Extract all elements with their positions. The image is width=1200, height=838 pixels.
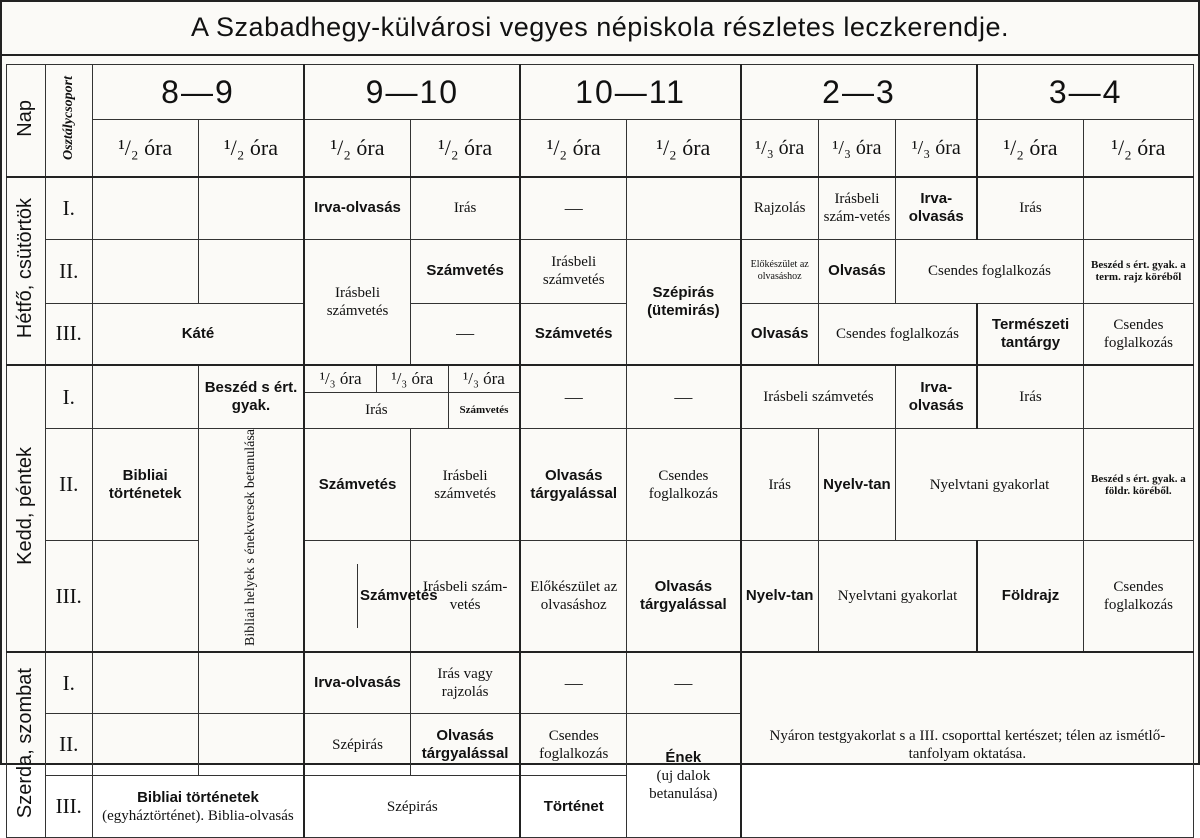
group-label: III. (45, 303, 92, 365)
cell-dash: — (520, 652, 626, 714)
bibliai-egyhaz-sub: (egyháztörténet). Biblia-olvasás (102, 807, 294, 824)
schedule-table (6, 64, 1194, 838)
half-hour-label: ¹/₂ óra (198, 120, 304, 178)
group-label: II. (45, 429, 92, 541)
cell-irva-olvasas: Irva-olvasás (304, 652, 410, 714)
third-hour-label: ¹/₃ óra (377, 366, 448, 392)
empty-cell (92, 541, 198, 652)
empty-cell (1083, 177, 1193, 239)
cell-szamvetes: Számvetés (410, 239, 520, 303)
day-label-tuesday-friday: Kedd, péntek (14, 447, 37, 565)
hour-3-4: 3—4 (977, 65, 1193, 120)
cell-olvasas-targyalassal: Olvasás tárgyalással (410, 714, 520, 776)
cell-bibliai-helyek (198, 429, 304, 652)
cell-irasbeli-szamvetes: Irásbeli számvetés (741, 365, 896, 429)
cell-irasbeli-szamvetes: Irásbeli szám-vetés (410, 541, 520, 652)
empty-cell (1083, 365, 1193, 429)
cell-thirds-block (304, 365, 520, 429)
empty-cell (92, 652, 198, 714)
cell-dash: — (520, 365, 626, 429)
cell-foldrajz: Földrajz (977, 541, 1083, 652)
cell-iras: Irás (741, 429, 819, 541)
half-hour-label: ¹/₂ óra (92, 120, 198, 178)
bibliai-egyhaz-title: Bibliai történetek (137, 788, 259, 806)
half-hour-label: ¹/₂ óra (410, 120, 520, 178)
day-label-cell (7, 652, 46, 838)
cell-csendes-foglalkozas: Csendes foglalkozás (1083, 303, 1193, 365)
group-label: II. (45, 239, 92, 303)
cell-nyelvtan: Nyelv-tan (741, 541, 819, 652)
empty-cell (198, 239, 304, 303)
cell-beszed-ert-gyak: Beszéd s ért. gyak. (198, 365, 304, 429)
half-hour-label: ¹/₂ óra (1083, 120, 1193, 178)
group-label: I. (45, 652, 92, 714)
empty-cell (92, 365, 198, 429)
hour-2-3: 2—3 (741, 65, 978, 120)
cell-csendes-foglalkozas: Csendes foglalkozás (520, 714, 626, 776)
cell-nyelvtani-gyakorlat: Nyelvtani gyakorlat (818, 541, 977, 652)
cell-olvasas-targyalassal: Olvasás tárgyalással (626, 541, 740, 652)
group-label: III. (45, 541, 92, 652)
third-hour-label: ¹/₃ óra (305, 366, 376, 392)
group-label: II. (45, 714, 92, 776)
enek-sub: (uj dalok betanulása) (649, 767, 718, 802)
cell-csendes-foglalkozas: Csendes foglalkozás (626, 429, 740, 541)
cell-elokeszulet: Előkészület az olvasáshoz (741, 239, 819, 303)
group-header: Osztálycsoport (60, 76, 76, 160)
bibliai-helyek-text: Bibliai helyek s énekversek betanulása (243, 429, 259, 646)
day-label-wednesday-saturday: Szerda, szombat (14, 667, 37, 818)
day-label-monday-thursday: Hétfő, csütörtök (14, 198, 37, 339)
cell-szepiras: Szépirás (304, 714, 410, 776)
cell-beszed-term: Beszéd s ért. gyak. a term. rajz köréből (1083, 239, 1193, 303)
cell-iras: Irás (977, 177, 1083, 239)
cell-tortenet: Történet (520, 776, 626, 838)
cell-irasbeli-szamvetes: Irásbeli szám-vetés (818, 177, 896, 239)
cell-irasbeli-szamvetes: Irásbeli számvetés (520, 239, 626, 303)
day-header: Nap (14, 99, 37, 137)
cell-olvasas: Olvasás (818, 239, 896, 303)
half-hour-label: ¹/₂ óra (626, 120, 740, 178)
day-label-cell (7, 177, 46, 365)
cell-nyaron: Nyáron testgyakorlat s a III. csoporttal kertészet; télen az ismétlő-tanfolyam oktatása. (741, 652, 1194, 838)
hour-8-9: 8—9 (92, 65, 304, 120)
cell-szepiras: Szépirás (304, 776, 520, 838)
cell-csendes-foglalkozas: Csendes foglalkozás (818, 303, 977, 365)
empty-cell (626, 177, 740, 239)
empty-cell (92, 714, 198, 776)
third-hour-label: ¹/₃ óra (741, 120, 819, 178)
third-hour-label: ¹/₃ óra (448, 366, 519, 392)
group-label: I. (45, 177, 92, 239)
cell-szepiras-utemiras: Szépirás (ütemirás) (626, 239, 740, 365)
cell-rajzolas: Rajzolás (741, 177, 819, 239)
half-hour-label: ¹/₂ óra (520, 120, 626, 178)
third-hour-label: ¹/₃ óra (818, 120, 896, 178)
split-inner-table (305, 564, 438, 628)
cell-irva-olvasas: Irva-olvasás (896, 177, 978, 239)
group-label: I. (45, 365, 92, 429)
day-label-cell (7, 365, 46, 652)
cell-szamvetes: Számvetés (520, 303, 626, 365)
day-header-cell (7, 65, 46, 178)
cell-olvasas-targyalassal: Olvasás tárgyalással (520, 429, 626, 541)
cell-szamvetes-split (304, 541, 438, 652)
cell-nyelvtani-gyakorlat: Nyelvtani gyakorlat (896, 429, 1084, 541)
thirds-inner-table (305, 366, 519, 428)
cell-kate: Káté (92, 303, 304, 365)
third-hour-label: ¹/₃ óra (896, 120, 978, 178)
page-title: A Szabadhegy-külvárosi vegyes népiskola részletes leczkerendje. (2, 2, 1198, 56)
empty-cell (198, 714, 304, 776)
hour-9-10: 9—10 (304, 65, 520, 120)
cell-dash: — (520, 177, 626, 239)
empty-cell (198, 652, 304, 714)
cell-dash: — (626, 365, 740, 429)
empty-cell (92, 177, 198, 239)
hour-10-11: 10—11 (520, 65, 740, 120)
cell-elokeszulet: Előkészület az olvasáshoz (520, 541, 626, 652)
cell-iras: Irás (305, 392, 448, 428)
cell-irasbeli-szamvetes: Irásbeli számvetés (304, 239, 410, 365)
cell-szamvetes: Számvetés (360, 587, 438, 605)
cell-csendes-foglalkozas: Csendes foglalkozás (896, 239, 1084, 303)
cell-iras: Irás (410, 177, 520, 239)
cell-csendes-foglalkozas: Csendes foglalkozás (1083, 541, 1193, 652)
cell-szamvetes: Számvetés (304, 429, 410, 541)
cell-irva-olvasas: Irva-olvasás (896, 365, 978, 429)
cell-irva-olvasas: Irva-olvasás (304, 177, 410, 239)
cell-nyelvtan: Nyelv-tan (818, 429, 896, 541)
cell-iras: Irás (977, 365, 1083, 429)
empty-cell (305, 564, 357, 628)
cell-olvasas: Olvasás (741, 303, 819, 365)
empty-cell (92, 239, 198, 303)
half-hour-label: ¹/₂ óra (977, 120, 1083, 178)
enek-title: Ének (665, 748, 702, 766)
cell-irasbeli-szamvetes: Irásbeli számvetés (410, 429, 520, 541)
cell-szamvetes: Számvetés (459, 404, 509, 417)
group-label: III. (45, 776, 92, 838)
cell-dash: — (410, 303, 520, 365)
cell-termeszeti-tantargy: Természeti tantárgy (977, 303, 1083, 365)
cell-dash: — (626, 652, 740, 714)
cell-bibliai-tortenetek: Bibliai történetek (92, 429, 198, 541)
empty-cell (198, 177, 304, 239)
cell-bibliai-egyhaz (92, 776, 304, 838)
group-header-cell (45, 65, 92, 178)
cell-beszed-foldr: Beszéd s ért. gyak. a földr. köréből. (1083, 429, 1193, 541)
cell-enek (626, 714, 740, 838)
half-hour-label: ¹/₂ óra (304, 120, 410, 178)
cell-iras-vagy-rajzolas: Irás vagy rajzolás (410, 652, 520, 714)
